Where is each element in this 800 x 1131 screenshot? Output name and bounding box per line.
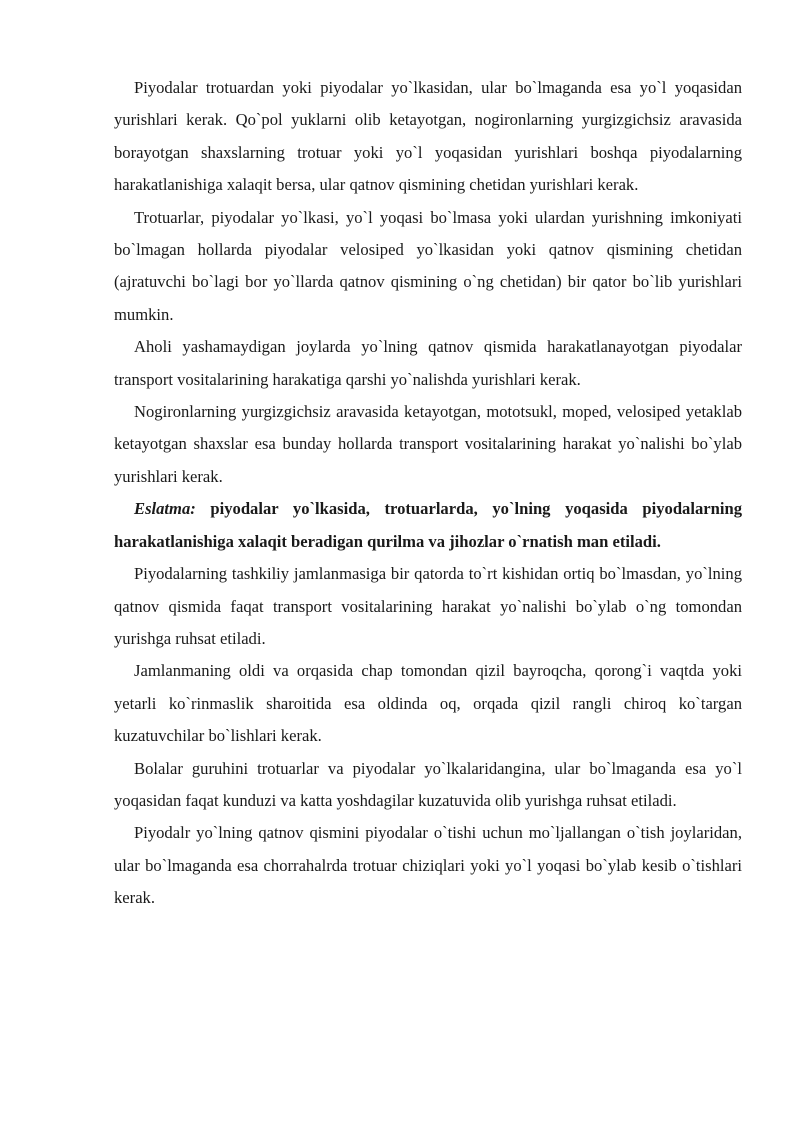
paragraph-wheelchair-vehicles: Nogironlarning yurgizgichsiz aravasida ketayotgan, mototsukl, moped, velosiped yetaklab ketayotgan shaxslar esa bunday hollarda transport vositalarining harakat yo`nalishi bo`ylab yurishlari kerak.	[114, 402, 742, 486]
note-label: Eslatma:	[134, 499, 196, 519]
paragraph-unpopulated-areas: Aholi yashamaydigan joylarda yo`lning qatnov qismida harakatlanayotgan piyodalar transport vositalarining harakatiga qarshi yo`nalishda yurishlari kerak.	[114, 337, 742, 389]
paragraph-organized-groups: Piyodalarning tashkiliy jamlanmasiga bir qatorda to`rt kishidan ortiq bo`lmasdan, yo`lning qatnov qismida faqat transport vositalarining harakat yo`nalishi bo`ylab o`ng tomondan yurishga ruhsat etiladi.	[114, 564, 742, 648]
paragraph-no-sidewalk: Trotuarlar, piyodalar yo`lkasi, yo`l yoqasi bo`lmasa yoki ulardan yurishning imkoniyati bo`lmagan hollarda piyodalar velosiped yo`lkasidan yoki qatnov qismining chetidan (ajratuvchi bo`lagi bor yo`llarda qatnov qismining o`ng chetidan) bir qator bo`lib yurishlari mumkin.	[114, 207, 742, 324]
paragraph-sidewalk-rules: Piyodalar trotuardan yoki piyodalar yo`lkasidan, ular bo`lmaganda esa yo`l yoqasidan yurishlari kerak. Qo`pol yuklarni olib ketayotgan, nogironlarning yurgizgichsiz aravasida borayotgan shaxslarning trotuar yoki yo`l yoqasidan yurishlari boshqa piyodalarning harakatlanishiga xalaqit bersa, ular qatnov qismining chetidan yurishlari kerak.	[114, 78, 742, 195]
paragraph-crossing: Piyodalr yo`lning qatnov qismini piyodalar o`tishi uchun mo`ljallangan o`tish joylaridan, ular bo`lmaganda esa chorrahalrda trotuar chiziqlari yoki yo`l yoqasi bo`ylab kesib o`tishlari kerak.	[114, 823, 742, 908]
note-text: piyodalar yo`lkasida, trotuarlarda, yo`lning yoqasida piyodalarning harakatlanishiga xalaqit beradigan qurilma va jihozlar o`rnatish man etiladi.	[114, 499, 742, 551]
paragraph-group-flags: Jamlanmaning oldi va orqasida chap tomondan qizil bayroqcha, qorong`i vaqtda yoki yetarli ko`rinmaslik sharoitida esa oldinda oq, orqada qizil rangli chiroq ko`targan kuzatuvchilar bo`lishlari kerak.	[114, 661, 742, 746]
document-page	[114, 72, 742, 915]
note-paragraph	[114, 493, 742, 558]
paragraph-children-groups: Bolalar guruhini trotuarlar va piyodalar yo`lkalaridangina, ular bo`lmaganda esa yo`l yoqasidan faqat kunduzi va katta yoshdagilar kuzatuvida olib yurishga ruhsat etiladi.	[114, 758, 742, 810]
